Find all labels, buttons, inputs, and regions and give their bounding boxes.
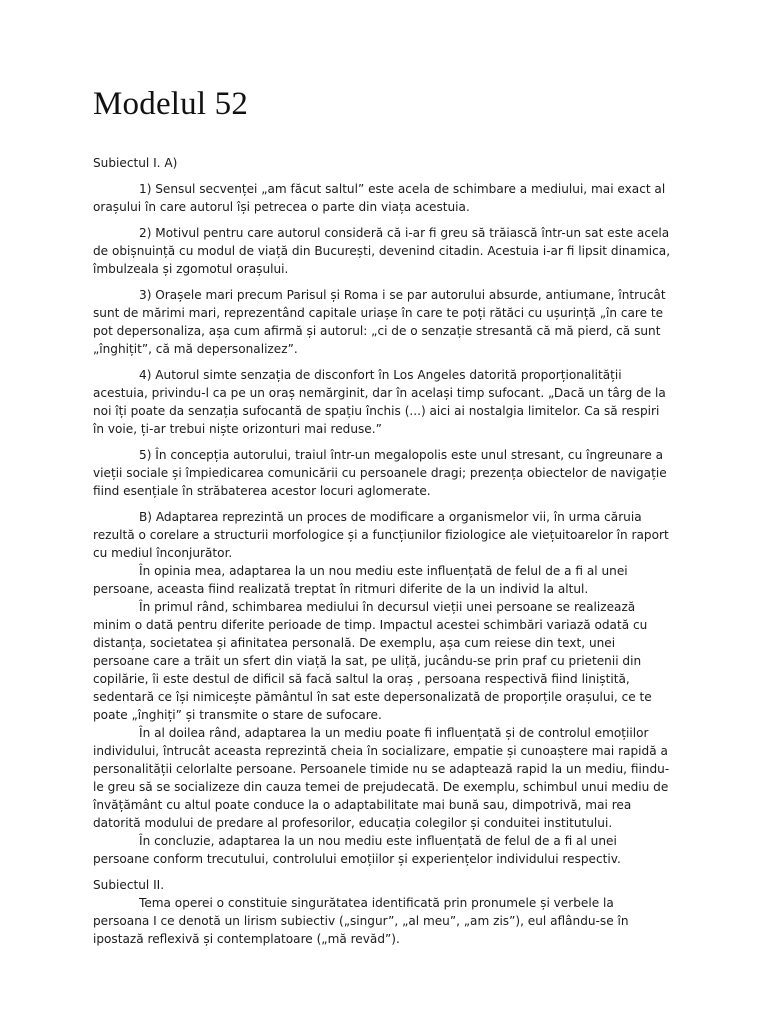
answer-2: 2) Motivul pentru care autorul consideră că i-ar fi greu să trăiască într-un sat este acela de obișnuință cu modul de viață din București, devenind citadin. Acestuia i-ar fi lipsit dinamica, îmbulzeala și zgomotul orașului. bbox=[93, 226, 671, 276]
essay-conclusion: În concluzie, adaptarea la un nou mediu este influențată de felul de a fi al unei persoane conform trecutului, controlului emoțiilor și experiențelor individului respectiv. bbox=[93, 834, 621, 866]
essay-argument-2: În al doilea rând, adaptarea la un mediu poate fi influențată și de controlul emoțiilor individului, întrucât aceasta reprezintă cheia în socializare, empatie și cunoaștere mai rapidă a personalității celorlalte persoane. Persoanele timide nu se adaptează rapid la un mediu, fiindu-le greu să se socializeze din cauza temei de prejudecată. De exemplu, schimbul unui mediu de învățământ cu altul poate conduce la o adaptabilitate mai bună sau, dimpotrivă, mai rea datorită modului de predare al profesorilor, educația colegilor și conduitei institutului. bbox=[93, 726, 670, 830]
essay-argument-1: În primul rând, schimbarea mediului în decursul vieții unei persoane se realizează minim o dată pentru diferite perioade de timp. Impactul acestei schimbări variază odată cu distanța, societatea și afinitatea personală. De exemplu, așa cum reiese din text, unei persoane care a trăit un sfert din viață la sat, pe uliță, jucându-se prin praf cu prietenii din copilărie, îi este destul de dificil să facă saltul la oraș , persoana respectivă fiind liniștită, sedentară ce își nimicește pământul în sat este depersonalizată de proporțile orașului, ce te poate „înghiți” și transmite o stare de sufocare. bbox=[93, 600, 652, 722]
answer-3: 3) Orașele mari precum Parisul și Roma i se par autorului absurde, antiumane, întrucât sunt de mărimi mari, reprezentând capitale uriașe în care te poți rătăci cu ușurință „în care te pot depersonaliza, așa cum afirmă și autorul: „ci de o senzație stresantă că mă pierd, că sunt „înghițit”, că mă depersonalizez”. bbox=[93, 288, 666, 356]
answer-1: 1) Sensul secvenței „am făcut saltul” este acela de schimbare a mediului, mai exact al orașului în care autorul își petrecea o parte din viața acestuia. bbox=[93, 182, 666, 214]
answer-4: 4) Autorul simte senzația de disconfort în Los Angeles datorită proporționalității acestuia, privindu-l ca pe un oraș nemărginit, dar în același timp sufocant. „Dacă un târg de la noi îți poate da senzația sufocantă de spațiu închis (...) aici ai nostalgia limitelor. Ca să respiri în voie, ți-ar trebui niște orizonturi mai reduse.” bbox=[93, 368, 666, 436]
answer-5: 5) În concepția autorului, traiul într-un megalopolis este unul stresant, cu îngreunare a vieții sociale și împiedicarea comunicării cu persoanele dragi; prezența obiectelor de navigație fiind esențiale în străbaterea acestor locuri aglomerate. bbox=[93, 448, 667, 498]
section-2-paragraph: Tema operei o constituie singurătatea identificată prin pronumele și verbele la persoana I ce denotă un lirism subiectiv („singur”, „al meu”, „am zis”), eul aflându-se în ipostază reflexivă și contemplatoare („mă revăd”). bbox=[93, 896, 629, 946]
document-body bbox=[93, 154, 671, 948]
document-title: Modelul 52 bbox=[93, 86, 249, 122]
essay-opinion: În opinia mea, adaptarea la un nou mediu este influențată de felul de a fi al unei persoane, aceasta fiind realizată treptat în ritmuri diferite de la un individ la altul. bbox=[93, 564, 628, 596]
section-heading-subiectul-1: Subiectul I. A) bbox=[93, 156, 178, 170]
section-heading-subiectul-2: Subiectul II. bbox=[93, 878, 165, 892]
essay-definition: B) Adaptarea reprezintă un proces de modificare a organismelor vii, în urma căruia rezultă o corelare a structurii morfologice și a funcțiunilor fiziologice ale viețuitoarelor în raport cu mediul înconjurător. bbox=[93, 510, 669, 560]
